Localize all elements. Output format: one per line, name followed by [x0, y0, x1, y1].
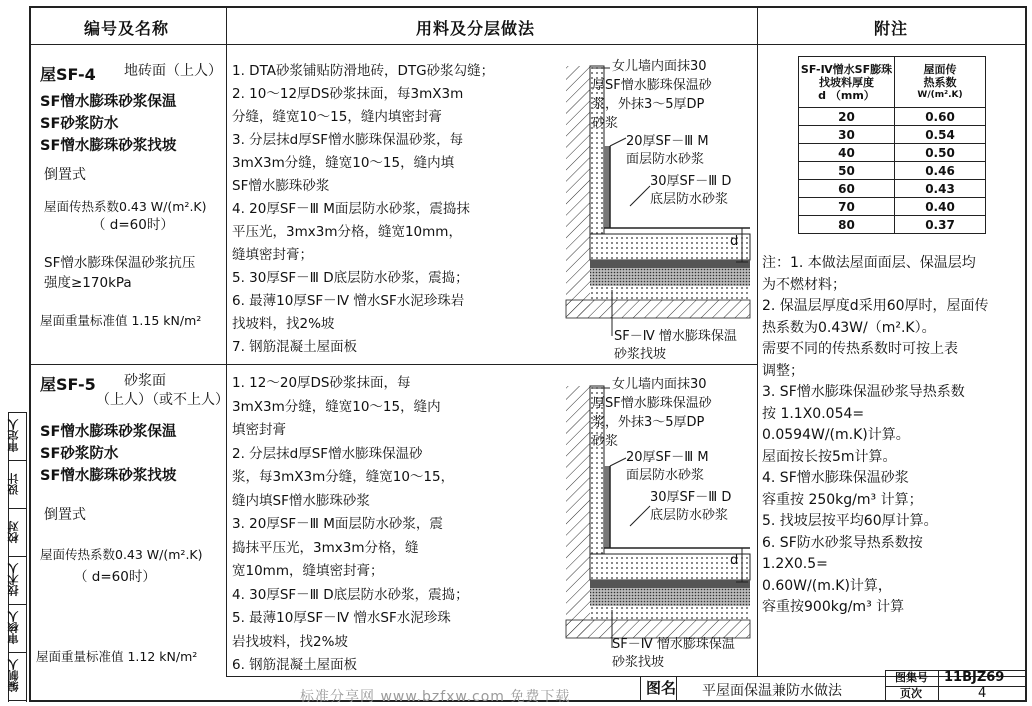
sf5-steps-line: 6. 钢筋混凝土屋面板: [232, 657, 358, 673]
sf5-steps-line: 岩找坡料，找2%坡: [232, 633, 348, 650]
side-signoff-cell: 审核人: [7, 611, 20, 645]
sf4-d-note-2: 底层防水砂浆: [650, 192, 729, 207]
notes-line: 屋面按长按5m计算。: [762, 448, 897, 465]
sf4-steps-line: 3mX3m分缝，缝宽10～15，缝内填: [232, 155, 455, 171]
sf4-wall-note-1: 女儿墙内面抹30: [612, 59, 707, 74]
sf4-name-2: SF砂浆防水: [40, 116, 119, 132]
header-col2: 用料及分层做法: [416, 19, 536, 38]
sf4-surface: 地砖面（上人）: [124, 63, 222, 79]
thermal-table-head: [799, 57, 986, 108]
sf5-d-mark: d: [730, 553, 739, 568]
thermal-row: [799, 126, 986, 144]
sf5-steps-line: 2. 分层抹d厚SF憎水膨珠保温砂: [232, 445, 423, 462]
side-cell-divider: [8, 508, 26, 509]
sf5-steps-line: 3. 20厚SF－Ⅲ M面层防水砂浆，震: [232, 516, 443, 532]
notes-line: 容重按 250kg/m³ 计算；: [762, 491, 923, 508]
thermal-row: [799, 108, 986, 126]
footer-div-1: [640, 676, 641, 702]
sf4-heat: 屋面传热系数0.43 W/(m².K): [44, 199, 207, 214]
side-signoff-cell: 技术人: [7, 563, 20, 597]
sf5-slope-note-2: 砂浆找坡: [612, 655, 665, 670]
sf5-steps-line: 捣抹平压光，3mx3m分格，缝: [232, 539, 419, 556]
sf4-steps-line: 2. 10～12厚DS砂浆抹面，每3mX3m: [232, 86, 464, 102]
row-divider: [29, 364, 757, 365]
sf5-heat-d: （ d=60时）: [74, 569, 156, 585]
side-signoff-cell: 设计: [7, 473, 20, 495]
sf4-slope-note-1: SF－Ⅳ 憎水膨珠保温: [614, 329, 737, 344]
notes-line: 按 1.1X0.054=: [762, 405, 865, 422]
sf4-steps-line: 找坡料，找2%坡: [232, 316, 335, 332]
sf5-steps-line: 1. 12～20厚DS砂浆抹面，每: [232, 375, 411, 391]
thermal-table: [798, 56, 986, 234]
thermal-head-left: [799, 57, 895, 108]
col-divider-1: [226, 6, 227, 676]
side-strip-top: [8, 412, 26, 413]
sf4-slope-note-2: 砂浆找坡: [614, 347, 667, 362]
thermal-coefficient: 0.37: [895, 216, 986, 234]
sf5-steps-line: 填密封膏: [232, 422, 286, 438]
sf5-steps-line: 浆，每3mX3m分缝，缝宽10～15，: [232, 469, 455, 485]
sf5-weight: 屋面重量标准值 1.12 kN/m²: [36, 649, 198, 664]
sf5-code: 屋SF-5: [40, 375, 96, 394]
thermal-coefficient: 0.43: [895, 180, 986, 198]
sf5-surface: 砂浆面: [124, 373, 166, 389]
sf4-steps-line: 分缝，缝宽10～15，缝内填密封膏: [232, 109, 442, 125]
sf4-m-note-1: 20厚SF－Ⅲ M: [626, 134, 709, 149]
sf5-wall-note-4: 砂浆: [592, 434, 619, 449]
sf5-heat: 屋面传热系数0.43 W/(m².K): [40, 547, 203, 562]
thermal-thickness: 20: [799, 108, 895, 126]
sf4-steps-line: 缝填密封膏；: [232, 247, 313, 263]
sf4-wall-note-3: 浆，外抹3～5厚DP: [592, 97, 705, 112]
thermal-row: [799, 162, 986, 180]
thermal-head-left-1: SF-Ⅳ憎水SF膨珠: [800, 62, 893, 76]
thermal-row: [799, 180, 986, 198]
side-signoff-cell: 审定人: [7, 419, 20, 453]
thermal-head-right-3: W/(m².K): [917, 89, 963, 100]
thermal-rows: [799, 108, 986, 234]
sf5-type: 倒置式: [44, 507, 86, 523]
notes-line: 3. SF憎水膨珠保温砂浆导热系数: [762, 384, 965, 400]
sf5-m-note-1: 20厚SF－Ⅲ M: [626, 450, 709, 465]
notes-line: 1.2X0.5=: [762, 556, 828, 572]
notes-line: 容重按900kg/m³ 计算: [762, 599, 905, 615]
thermal-row: [799, 144, 986, 162]
footer-atlas-no: 11BJZ69: [944, 670, 1005, 685]
thermal-coefficient: 0.54: [895, 126, 986, 144]
notes-line: 调整；: [762, 362, 804, 379]
sf4-code: 屋SF-4: [40, 65, 96, 84]
side-signoff-cell: 校对: [7, 521, 20, 543]
thermal-head-right-1: 屋面传: [923, 62, 957, 76]
thermal-thickness: 80: [799, 216, 895, 234]
sf5-steps-line: 4. 30厚SF－Ⅲ D底层防水砂浆，震捣；: [232, 586, 469, 603]
sf4-strength-2: 强度≥170kPa: [44, 275, 132, 291]
sf4-wall-note-4: 砂浆: [592, 116, 619, 131]
thermal-thickness: 70: [799, 198, 895, 216]
header-col1: 编号及名称: [84, 19, 170, 38]
thermal-thickness: 60: [799, 180, 895, 198]
side-cell-divider: [8, 652, 26, 653]
notes-line: 0.60W/(m.K)计算，: [762, 577, 892, 594]
sf4-d-mark: d: [730, 234, 739, 249]
footer-title: 平屋面保温兼防水做法: [702, 683, 842, 699]
thermal-head-right: [895, 57, 986, 108]
notes-line: 热系数为0.43W/（m².K）。: [762, 319, 936, 336]
thermal-row: [799, 216, 986, 234]
sf4-type: 倒置式: [44, 167, 86, 183]
thermal-thickness: 40: [799, 144, 895, 162]
sf5-d-note-2: 底层防水砂浆: [650, 508, 729, 523]
sf5-steps-line: 缝内填SF憎水膨珠砂浆: [232, 492, 370, 509]
side-signoff-cell: 编制人: [7, 659, 20, 693]
side-cell-divider: [8, 460, 26, 461]
sf4-steps-line: 平压光，3mx3m分格，缝宽10mm，: [232, 224, 462, 240]
notes-line: 注：1. 本做法屋面面层、保温层均: [762, 255, 976, 271]
sf4-steps-line: 3. 分层抹d厚SF憎水膨珠保温砂浆，每: [232, 132, 464, 148]
side-cell-divider: [8, 604, 26, 605]
sf5-surface2: （上人）（或不上人）: [96, 392, 229, 408]
sf4-m-note-2: 面层防水砂浆: [626, 152, 705, 167]
sf4-strength-1: SF憎水膨珠保温砂浆抗压: [44, 255, 196, 271]
sf4-wall-note-2: 厚SF憎水膨珠保温砂: [592, 78, 712, 93]
side-cell-divider: [8, 700, 26, 701]
sf5-steps-line: 5. 最薄10厚SF－Ⅳ 憎水SF水泥珍珠: [232, 610, 451, 626]
footer-name-label: 图名: [646, 679, 677, 697]
notes-line: 2. 保温层厚度d采用60厚时，屋面传: [762, 298, 989, 314]
sf4-d-note-1: 30厚SF－Ⅲ D: [650, 174, 732, 189]
watermark: 标准分享网 www.bzfxw.com 免费下载: [300, 689, 571, 705]
sf4-name-1: SF憎水膨珠砂浆保温: [40, 94, 177, 110]
notes-line: 6. SF防水砂浆导热系数按: [762, 534, 923, 551]
sf4-steps-line: 6. 最薄10厚SF－Ⅳ 憎水SF水泥珍珠岩: [232, 293, 465, 309]
sf5-slope-note-1: SF－Ⅳ 憎水膨珠保温: [612, 637, 735, 652]
notes-line: 5. 找坡层按平均60厚计算。: [762, 513, 938, 529]
sf5-wall-note-3: 浆，外抹3～5厚DP: [592, 415, 705, 430]
sf4-steps-line: SF憎水膨珠砂浆: [232, 178, 330, 194]
footer-page-no: 4: [978, 686, 987, 701]
thermal-row: [799, 198, 986, 216]
sf5-steps-line: 宽10mm，缝填密封膏；: [232, 563, 384, 579]
side-strip-right: [26, 412, 27, 702]
sf4-steps-line: 7. 钢筋混凝土屋面板: [232, 339, 358, 355]
thermal-coefficient: 0.50: [895, 144, 986, 162]
footer-page-label: 页次: [900, 687, 922, 700]
thermal-coefficient: 0.60: [895, 108, 986, 126]
thermal-coefficient: 0.40: [895, 198, 986, 216]
sf4-name-3: SF憎水膨珠砂浆找坡: [40, 138, 177, 154]
notes-line: 0.0594W/(m.K)计算。: [762, 427, 910, 443]
thermal-head-right-2: 热系数: [923, 75, 957, 89]
sf4-weight: 屋面重量标准值 1.15 kN/m²: [40, 313, 202, 328]
sf4-steps-line: 5. 30厚SF－Ⅲ D底层防水砂浆，震捣；: [232, 270, 469, 286]
thermal-coefficient: 0.46: [895, 162, 986, 180]
col-divider-2: [757, 6, 758, 676]
sf5-name-1: SF憎水膨珠砂浆保温: [40, 424, 177, 440]
thermal-thickness: 50: [799, 162, 895, 180]
side-cell-divider: [8, 556, 26, 557]
footer-div-2: [676, 676, 677, 702]
sf5-wall-note-2: 厚SF憎水膨珠保温砂: [592, 396, 712, 411]
notes-line: 4. SF憎水膨珠保温砂浆: [762, 470, 909, 486]
thermal-thickness: 30: [799, 126, 895, 144]
header-col3: 附注: [874, 19, 909, 38]
sf4-steps-line: 1. DTA砂浆铺贴防滑地砖，DTG砂浆勾缝；: [232, 63, 495, 79]
sf4-heat-d: （ d=60时）: [92, 217, 174, 233]
notes-line: 需要不同的传热系数时可按上表: [762, 341, 958, 357]
thermal-head-left-2: 找坡料厚度: [819, 75, 874, 89]
sf5-d-note-1: 30厚SF－Ⅲ D: [650, 490, 732, 505]
sf5-name-2: SF砂浆防水: [40, 446, 119, 462]
sf5-steps-line: 3mX3m分缝，缝宽10～15，缝内: [232, 398, 441, 415]
sf5-m-note-2: 面层防水砂浆: [626, 468, 705, 483]
footer-atlas-label: 图集号: [895, 671, 928, 684]
notes-line: 为不燃材料；: [762, 276, 846, 293]
header-divider: [29, 44, 1027, 45]
sf4-steps-line: 4. 20厚SF－Ⅲ M面层防水砂浆，震捣抹: [232, 201, 470, 217]
thermal-head-left-3: d （mm）: [818, 88, 875, 102]
sf5-wall-note-1: 女儿墙内面抹30: [612, 377, 707, 392]
sf5-name-3: SF憎水膨珠砂浆找坡: [40, 468, 177, 484]
